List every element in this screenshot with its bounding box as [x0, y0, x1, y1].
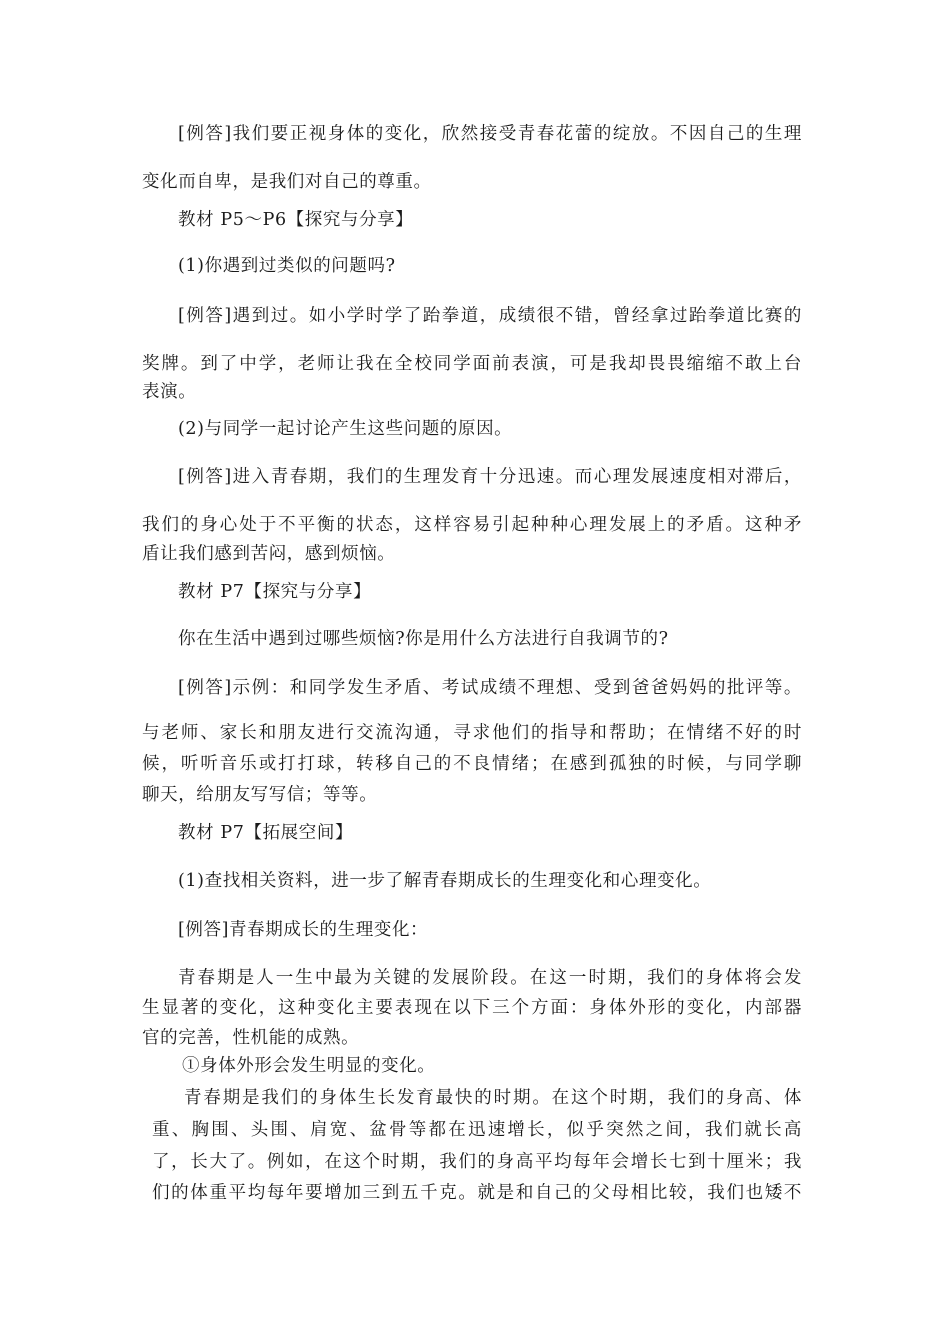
- text-line-27: 了，长大了。例如，在这个时期，我们的身高平均每年会增长七到十厘米；我: [152, 1152, 802, 1172]
- text-line-16: 候，听听音乐或打打球，转移自己的不良情绪；在感到孤独的时候，与同学聊: [142, 754, 802, 774]
- text-line-9: [例答]进入青春期，我们的生理发育十分迅速。而心理发展速度相对滞后，: [178, 467, 802, 487]
- text-line-26: 重、胸围、头围、肩宽、盆骨等都在迅速增长，似乎突然之间，我们就长高: [152, 1120, 802, 1140]
- text-line-15: 与老师、家长和朋友进行交流沟通，寻求他们的指导和帮助；在情绪不好的时: [142, 723, 802, 743]
- text-line-2: 变化而自卑，是我们对自己的尊重。: [142, 172, 432, 192]
- text-line-13: 你在生活中遇到过哪些烦恼?你是用什么方法进行自我调节的?: [178, 629, 669, 649]
- text-line-21: 青春期是人一生中最为关键的发展阶段。在这一时期，我们的身体将会发: [178, 968, 802, 988]
- text-line-7: 表演。: [142, 382, 197, 402]
- text-line-17: 聊天，给朋友写写信；等等。: [142, 785, 378, 805]
- subheading-body-shape: ①身体外形会发生明显的变化。: [182, 1056, 436, 1076]
- text-line-10: 我们的身心处于不平衡的状态，这样容易引起种种心理发展上的矛盾。这种矛: [142, 515, 802, 535]
- question-1: (1)你遇到过类似的问题吗?: [178, 256, 396, 276]
- text-line-23: 官的完善，性机能的成熟。: [142, 1028, 360, 1048]
- section-heading-p7-inquiry: 教材 P7【探究与分享】: [178, 582, 372, 602]
- text-line-20: [例答]青春期成长的生理变化：: [178, 920, 429, 940]
- section-heading-p7-extension: 教材 P7【拓展空间】: [178, 823, 354, 843]
- question-2: (2)与同学一起讨论产生这些问题的原因。: [178, 419, 513, 439]
- text-line-11: 盾让我们感到苦闷，感到烦恼。: [142, 544, 396, 564]
- text-line-14: [例答]示例：和同学发生矛盾、考试成绩不理想、受到爸爸妈妈的批评等。: [178, 678, 802, 698]
- text-line-5: [例答]遇到过。如小学时学了跆拳道，成绩很不错，曾经拿过跆拳道比赛的: [178, 306, 802, 326]
- text-line-28: 们的体重平均每年要增加三到五千克。就是和自己的父母相比较，我们也矮不: [152, 1183, 802, 1203]
- text-line-1: [例答]我们要正视身体的变化，欣然接受青春花蕾的绽放。不因自己的生理: [178, 124, 802, 144]
- text-line-6: 奖牌。到了中学，老师让我在全校同学面前表演，可是我却畏畏缩缩不敢上台: [142, 354, 802, 374]
- text-line-22: 生显著的变化，这种变化主要表现在以下三个方面：身体外形的变化，内部器: [142, 998, 802, 1018]
- question-ext-1: (1)查找相关资料，进一步了解青春期成长的生理变化和心理变化。: [178, 871, 712, 891]
- text-line-25: 青春期是我们的身体生长发育最快的时期。在这个时期，我们的身高、体: [184, 1088, 802, 1108]
- section-heading-p5-p6: 教材 P5～P6【探究与分享】: [178, 210, 414, 230]
